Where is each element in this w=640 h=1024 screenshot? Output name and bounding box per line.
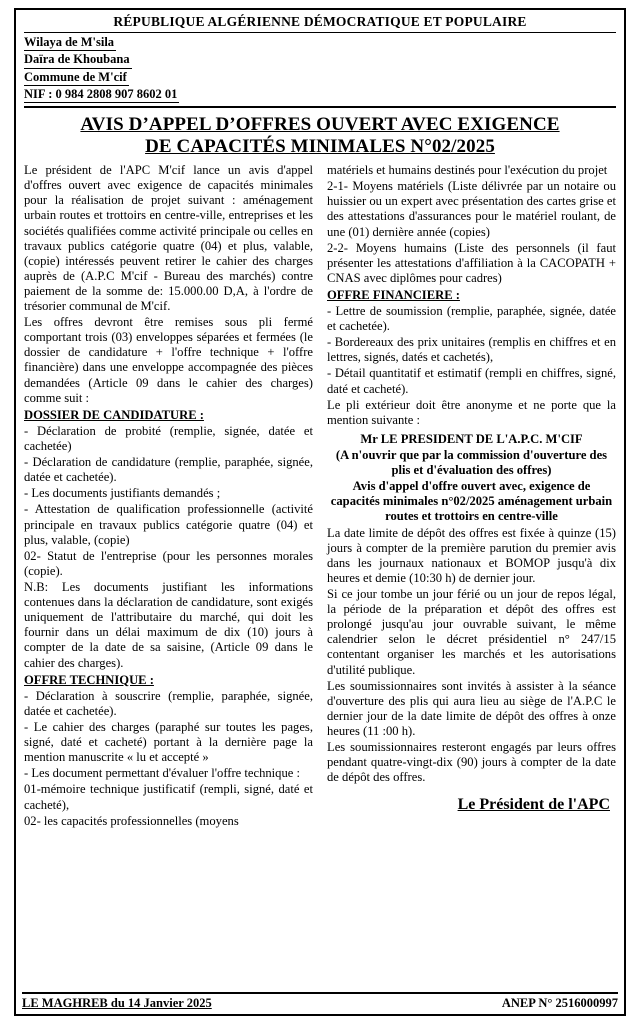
signature-block: Le Président de l'APC bbox=[457, 796, 610, 814]
financiere-item: - Bordereaux des prix unitaires (remplis en chiffres et en lettres, signés, datés et cachetés), bbox=[327, 335, 616, 365]
envelope-mention-line: Avis d'appel d'offre ouvert avec, exigence de capacités minimales n°02/2025 aménagement urbain routes et trottoirs en centre-ville bbox=[330, 479, 613, 524]
candidature-item: - Les documents justifiants demandés ; bbox=[24, 486, 221, 501]
footer-anep-number: ANEP N° 2516000997 bbox=[501, 996, 618, 1010]
technique-item: - Déclaration à souscrire (remplie, paraphée, signée, datée et cachetée). bbox=[24, 688, 313, 718]
technique-item: - Le cahier des charges (paraphé sur toutes les pages, signé, daté et cacheté) portant à la dernière page la mention manuscrite « lu et accepté » bbox=[24, 720, 313, 765]
candidature-item: 02- Statut de l'entreprise (pour les personnes morales (copie). bbox=[24, 548, 313, 578]
page-title-line-2: DE CAPACITÉS MINIMALES N°02/2025 bbox=[145, 136, 495, 158]
moyens-materiels-item: 2-1- Moyens matériels (Liste délivrée par un notaire ou huissier ou un expert avec présentation des cartes grise et des attestations d'assurances pour le matériel roulant, de une (01) dernière année (copies) bbox=[327, 179, 616, 239]
technique-item: 01-mémoire technique justificatif (rempli, signé, daté et cacheté), bbox=[24, 782, 313, 812]
candidature-item: - Déclaration de probité (remplie, signée, datée et cachetée) bbox=[24, 423, 313, 454]
technique-item: - Les document permettant d'évaluer l'offre technique : bbox=[24, 766, 301, 781]
engagement-paragraph: Les soumissionnaires resteront engagés par leurs offres pendant quatre-vingt-dix (90) jours à compter de la date de dépôt des offres. bbox=[327, 740, 616, 785]
footer bbox=[22, 992, 618, 1011]
section-heading-technique: OFFRE TECHNIQUE : bbox=[24, 672, 154, 687]
opening-session-paragraph: Les soumissionnaires sont invités à assister à la séance d'ouverture des plis qui aura lieu au siège de l'A.P.C le dernier jour de la date limite de dépôt des offres à onze heures (11 :00 h). bbox=[327, 678, 616, 738]
section-heading-candidature: DOSSIER DE CANDIDATURE : bbox=[24, 407, 204, 422]
left-column bbox=[24, 163, 313, 830]
offers-paragraph: Les offres devront être remises sous pli fermé comportant trois (03) enveloppes séparées et fermées (le dossier de candidature + l'offre technique + l'offre financière) dans une enveloppe accompagnée des pièces demandées (Article 09 dans le cahier des charges) comme suit : bbox=[24, 315, 313, 405]
republic-header: RÉPUBLIQUE ALGÉRIENNE DÉMOCRATIQUE ET POPULAIRE bbox=[24, 14, 616, 33]
financiere-item: - Lettre de soumission (remplie, paraphée, signée, datée et cachetée). bbox=[327, 304, 616, 334]
admin-line-wilaya: Wilaya de M'sila bbox=[24, 35, 616, 51]
continuation-paragraph: matériels et humains destinés pour l'exécution du projet bbox=[327, 163, 608, 178]
pli-paragraph: Le pli extérieur doit être anonyme et ne porte que la mention suivante : bbox=[327, 397, 616, 427]
nb-paragraph: N.B: Les documents justifiant les informations contenues dans la déclaration de candidature, sont exigés uniquement de l'attributaire du marché, qui doit les fournir dans un délai maximum de dix (10) jours à compter de la date de sa saisine, (Article 09 dans le cahier des charges). bbox=[24, 580, 313, 670]
page-title-line-1: AVIS D’APPEL D’OFFRES OUVERT AVEC EXIGENCE bbox=[80, 114, 560, 135]
page-title bbox=[24, 114, 616, 158]
candidature-item: - Attestation de qualification professionnelle (activité principale en travaux publics catégorie quatre (04) et plus, valable, (copie) bbox=[24, 502, 313, 547]
envelope-mention-line: Mr LE PRESIDENT DE L'A.P.C. M'CIF bbox=[360, 431, 583, 446]
financiere-item: - Détail quantitatif et estimatif (rempli en chiffres, signé, daté et cacheté). bbox=[327, 366, 616, 396]
document-frame bbox=[14, 8, 626, 1016]
right-column bbox=[327, 163, 616, 830]
candidature-item: - Déclaration de candidature (remplie, paraphée, signée, datée et cachetée). bbox=[24, 455, 313, 485]
admin-line-nif: NIF : 0 984 2808 907 8602 01 bbox=[24, 87, 616, 103]
holiday-paragraph: Si ce jour tombe un jour férié ou un jour de repos légal, la période de la préparation et dépôt des offres est prolongé jusqu'au jour ouvrable suivant, le même calendrier selon le décret présidentiel n° 247/15 contentant organiser les marchés et les autorisations d'utilité publique. bbox=[327, 587, 616, 677]
body-columns bbox=[24, 163, 616, 830]
admin-line-daira: Daïra de Khoubana bbox=[24, 52, 616, 68]
technique-item: 02- les capacités professionnelles (moyens bbox=[24, 813, 239, 828]
section-heading-financiere: OFFRE FINANCIERE : bbox=[327, 287, 460, 302]
envelope-mention-line: (A n'ouvrir que par la commission d'ouverture des plis et d'évaluation des offres) bbox=[335, 448, 608, 478]
administration-block bbox=[24, 35, 616, 108]
deadline-paragraph: La date limite de dépôt des offres est fixée à quinze (15) jours à compter de la première parution du premier avis dans les journaux nationaux et BOMOP jusqu'à dix heures et demie (10:30 h) de dernier jour. bbox=[327, 525, 616, 585]
intro-paragraph: Le président de l'APC M'cif lance un avis d'appel d'offres ouvert avec exigence de capacités minimales pour la réalisation de projet suivant : aménagement urbain routes et trottoirs en centre-ville, entreprises et les sociétés qualifiées comme activité principale ou celles en travaux publics catégorie quatre (04) et plus, valable, (copie) intéressés peuvent retirer le cahier des charges auprès de (A.P.C M'cif - Bureau des marchés) contre paiement de la somme de: 15.000.00 D,A, à l'ordre de trésorier communal de M'cif. bbox=[24, 163, 313, 314]
footer-publication: LE MAGHREB du 14 Janvier 2025 bbox=[22, 996, 212, 1010]
moyens-humains-item: 2-2- Moyens humains (Liste des personnels (il faut présenter les attestations d'affiliation à la CACOPATH + CNAS avec diplômes pour cadres) bbox=[327, 240, 616, 285]
admin-line-commune: Commune de M'cif bbox=[24, 70, 616, 86]
